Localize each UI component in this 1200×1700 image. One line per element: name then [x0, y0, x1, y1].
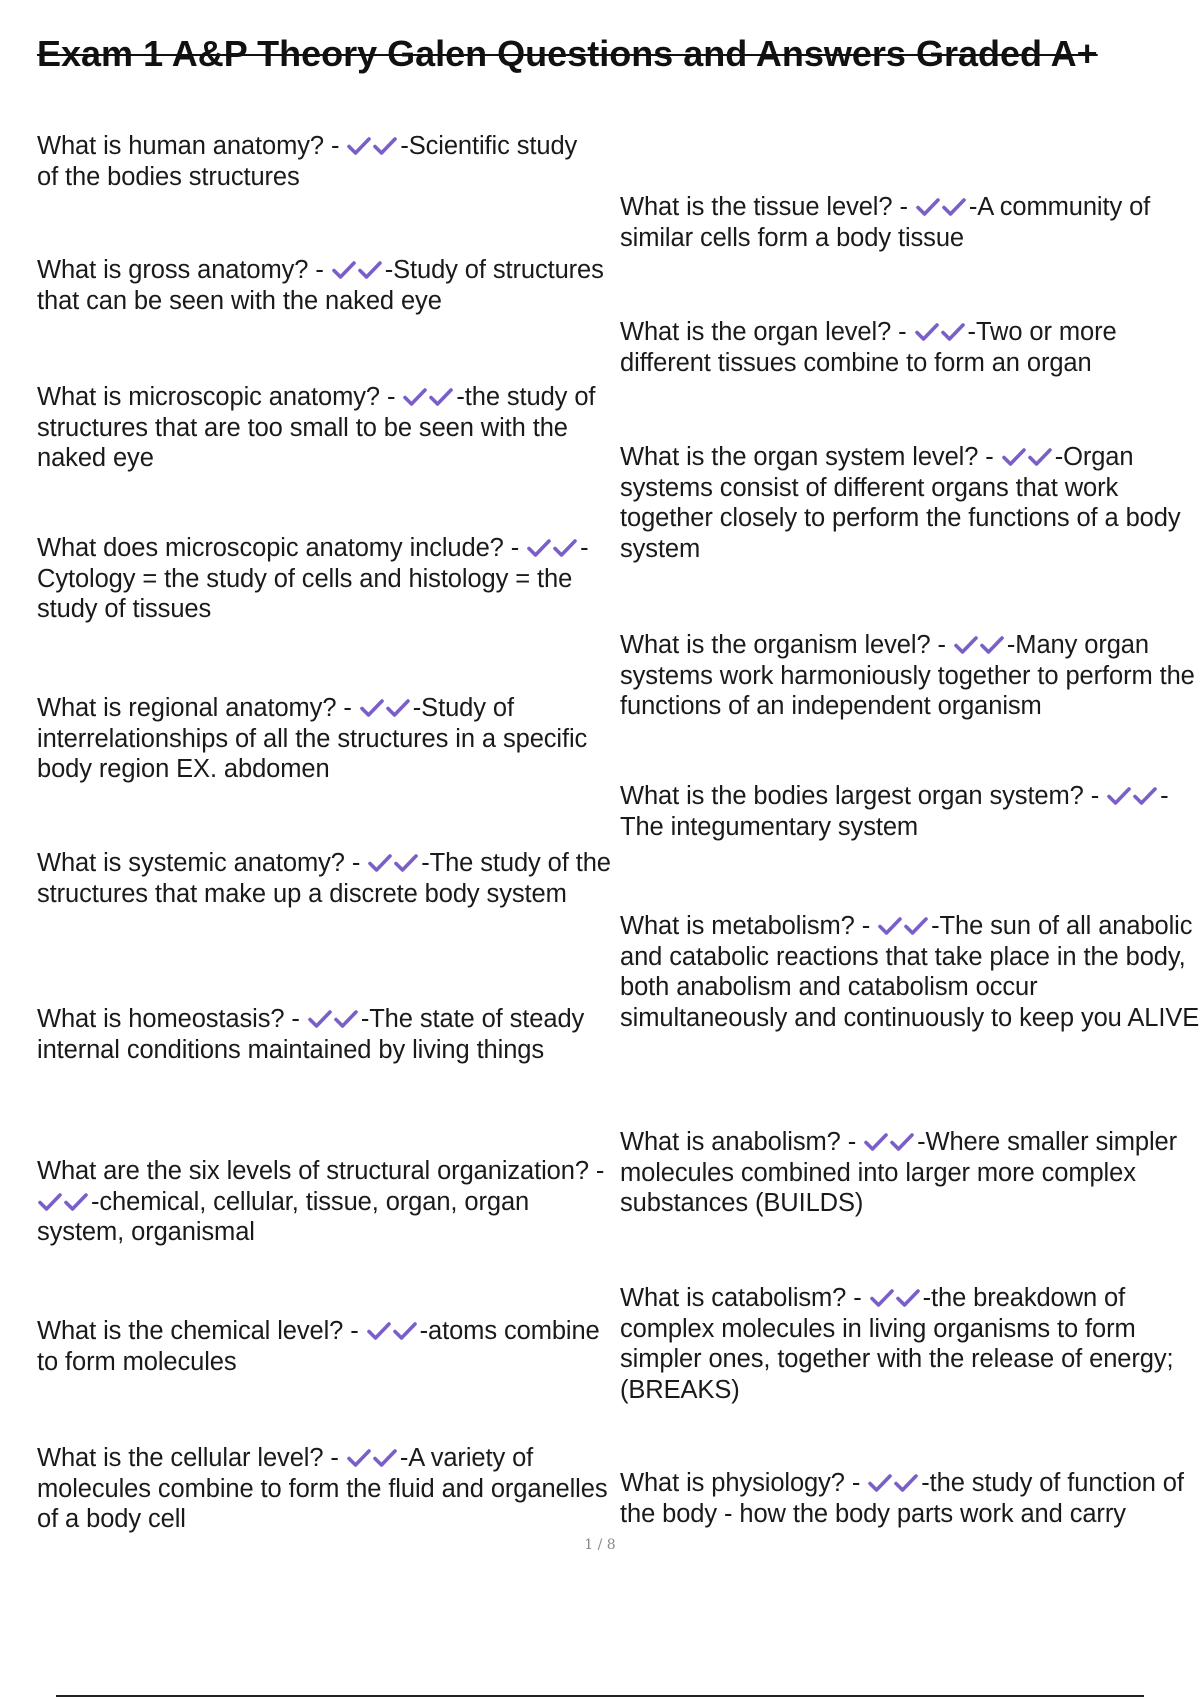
answer-text: -Study of interrelationships of all the structures in a specific body region EX. abdomen	[37, 694, 588, 783]
question-text: What is gross anatomy?	[37, 256, 309, 284]
answer-text: -A variety of molecules combine to form the fluid and organelles of a body cell	[37, 1444, 608, 1533]
question-text: What is the organ system level?	[620, 443, 979, 471]
answer-text: -Two or more different tissues combine to form an organ	[620, 318, 1117, 377]
separator: -	[840, 1128, 864, 1156]
double-check-icon	[916, 196, 968, 218]
qa-item	[37, 1316, 617, 1377]
separator: -	[892, 193, 915, 221]
qa-item	[620, 1468, 1200, 1529]
answer-text: -Study of structures that can be seen with the naked eye	[37, 256, 604, 315]
qa-item	[37, 1156, 617, 1248]
double-check-icon	[368, 852, 420, 874]
double-check-icon	[1107, 785, 1159, 807]
double-check-icon	[527, 537, 579, 559]
question-text: What is the bodies largest organ system?	[620, 782, 1084, 810]
double-check-icon	[1002, 446, 1054, 468]
double-check-icon	[332, 259, 384, 281]
qa-item	[37, 382, 617, 474]
question-text: What does microscopic anatomy include?	[37, 534, 504, 562]
answer-text: -The study of the structures that make up a discrete body system	[37, 849, 611, 908]
separator: -	[1083, 782, 1107, 810]
separator: -	[336, 694, 359, 722]
answer-text: -The sun of all anabolic and catabolic reactions that take place in the body, both anabolism and catabolism occur simultaneously and continuously to keep you ALIVE	[620, 912, 1200, 1032]
separator: -	[284, 1005, 307, 1033]
question-text: What is systemic anatomy?	[37, 849, 345, 877]
question-text: What is regional anatomy?	[37, 694, 337, 722]
qa-item	[37, 693, 617, 785]
separator: -	[891, 318, 914, 346]
separator: -	[343, 1317, 366, 1345]
question-text: What are the six levels of structural organization?	[37, 1157, 589, 1185]
separator: -	[323, 132, 347, 160]
answer-text: -A community of similar cells form a body tissue	[620, 193, 1151, 252]
qa-item	[620, 630, 1200, 722]
double-check-icon	[347, 1447, 399, 1469]
page-number: 1 / 8	[584, 1537, 616, 1553]
separator: -	[323, 1444, 346, 1472]
separator: -	[379, 383, 403, 411]
double-check-icon	[38, 1191, 90, 1213]
double-check-icon	[367, 1320, 419, 1342]
qa-item	[620, 1283, 1200, 1405]
separator: -	[846, 1284, 869, 1312]
answer-text: -chemical, cellular, tissue, organ, organ system, organismal	[37, 1187, 530, 1246]
separator: -	[854, 912, 878, 940]
qa-item	[37, 255, 617, 316]
answer-text: -Many organ systems work harmoniously together to perform the functions of an independent organism	[620, 631, 1195, 720]
question-text: What is metabolism?	[620, 912, 855, 940]
separator: -	[308, 256, 331, 284]
answer-text: -the study of function of the body - how the body parts work and carry	[620, 1469, 1184, 1528]
qa-item	[620, 442, 1200, 564]
answer-text: -the study of structures that are too small to be seen with the naked eye	[37, 383, 596, 472]
answer-text: -the breakdown of complex molecules in living organisms to form simpler ones, together with the release of energy; (BREAKS)	[620, 1284, 1174, 1404]
question-text: What is physiology?	[620, 1469, 845, 1497]
double-check-icon	[870, 1287, 922, 1309]
question-text: What is microscopic anatomy?	[37, 383, 380, 411]
separator: -	[930, 631, 953, 659]
question-text: What is human anatomy?	[37, 132, 324, 160]
qa-item	[620, 911, 1200, 1033]
answer-text: -The integumentary system	[620, 782, 1169, 841]
separator: -	[503, 534, 527, 562]
separator: -	[588, 1157, 605, 1185]
double-check-icon	[347, 135, 399, 157]
separator: -	[978, 443, 1001, 471]
question-text: What is the organism level?	[620, 631, 931, 659]
answer-text: -Scientific study of the bodies structures	[37, 132, 578, 191]
double-check-icon	[954, 634, 1006, 656]
double-check-icon	[308, 1008, 360, 1030]
page-divider	[56, 1695, 1144, 1697]
qa-item	[620, 1127, 1200, 1219]
question-text: What is anabolism?	[620, 1128, 841, 1156]
qa-item	[37, 848, 617, 909]
question-text: What is the organ level?	[620, 318, 892, 346]
separator: -	[844, 1469, 868, 1497]
question-text: What is homeostasis?	[37, 1005, 285, 1033]
qa-item	[620, 781, 1200, 842]
qa-item	[620, 317, 1200, 378]
double-check-icon	[915, 321, 967, 343]
qa-item	[37, 533, 617, 625]
question-text: What is the cellular level?	[37, 1444, 324, 1472]
separator: -	[344, 849, 368, 877]
answer-text: -atoms combine to form molecules	[37, 1317, 600, 1376]
double-check-icon	[878, 915, 930, 937]
double-check-icon	[864, 1131, 916, 1153]
qa-item	[37, 1004, 617, 1065]
question-text: What is the chemical level?	[37, 1317, 344, 1345]
answer-text: -Organ systems consist of different organs that work together closely to perform the functions of a body system	[620, 443, 1181, 563]
answer-text: -Cytology = the study of cells and histology = the study of tissues	[37, 534, 589, 623]
qa-item	[37, 131, 597, 192]
double-check-icon	[868, 1472, 920, 1494]
answer-text: -Where smaller simpler molecules combined into larger more complex substances (BUILDS)	[620, 1128, 1178, 1217]
qa-item	[37, 1443, 617, 1535]
question-text: What is catabolism?	[620, 1284, 847, 1312]
qa-item	[620, 192, 1200, 253]
double-check-icon	[403, 386, 455, 408]
question-text: What is the tissue level?	[620, 193, 893, 221]
answer-text: -The state of steady internal conditions maintained by living things	[37, 1005, 585, 1064]
document-title: Exam 1 A&P Theory Galen Questions and Answers Graded A+	[37, 33, 1098, 74]
double-check-icon	[360, 697, 412, 719]
